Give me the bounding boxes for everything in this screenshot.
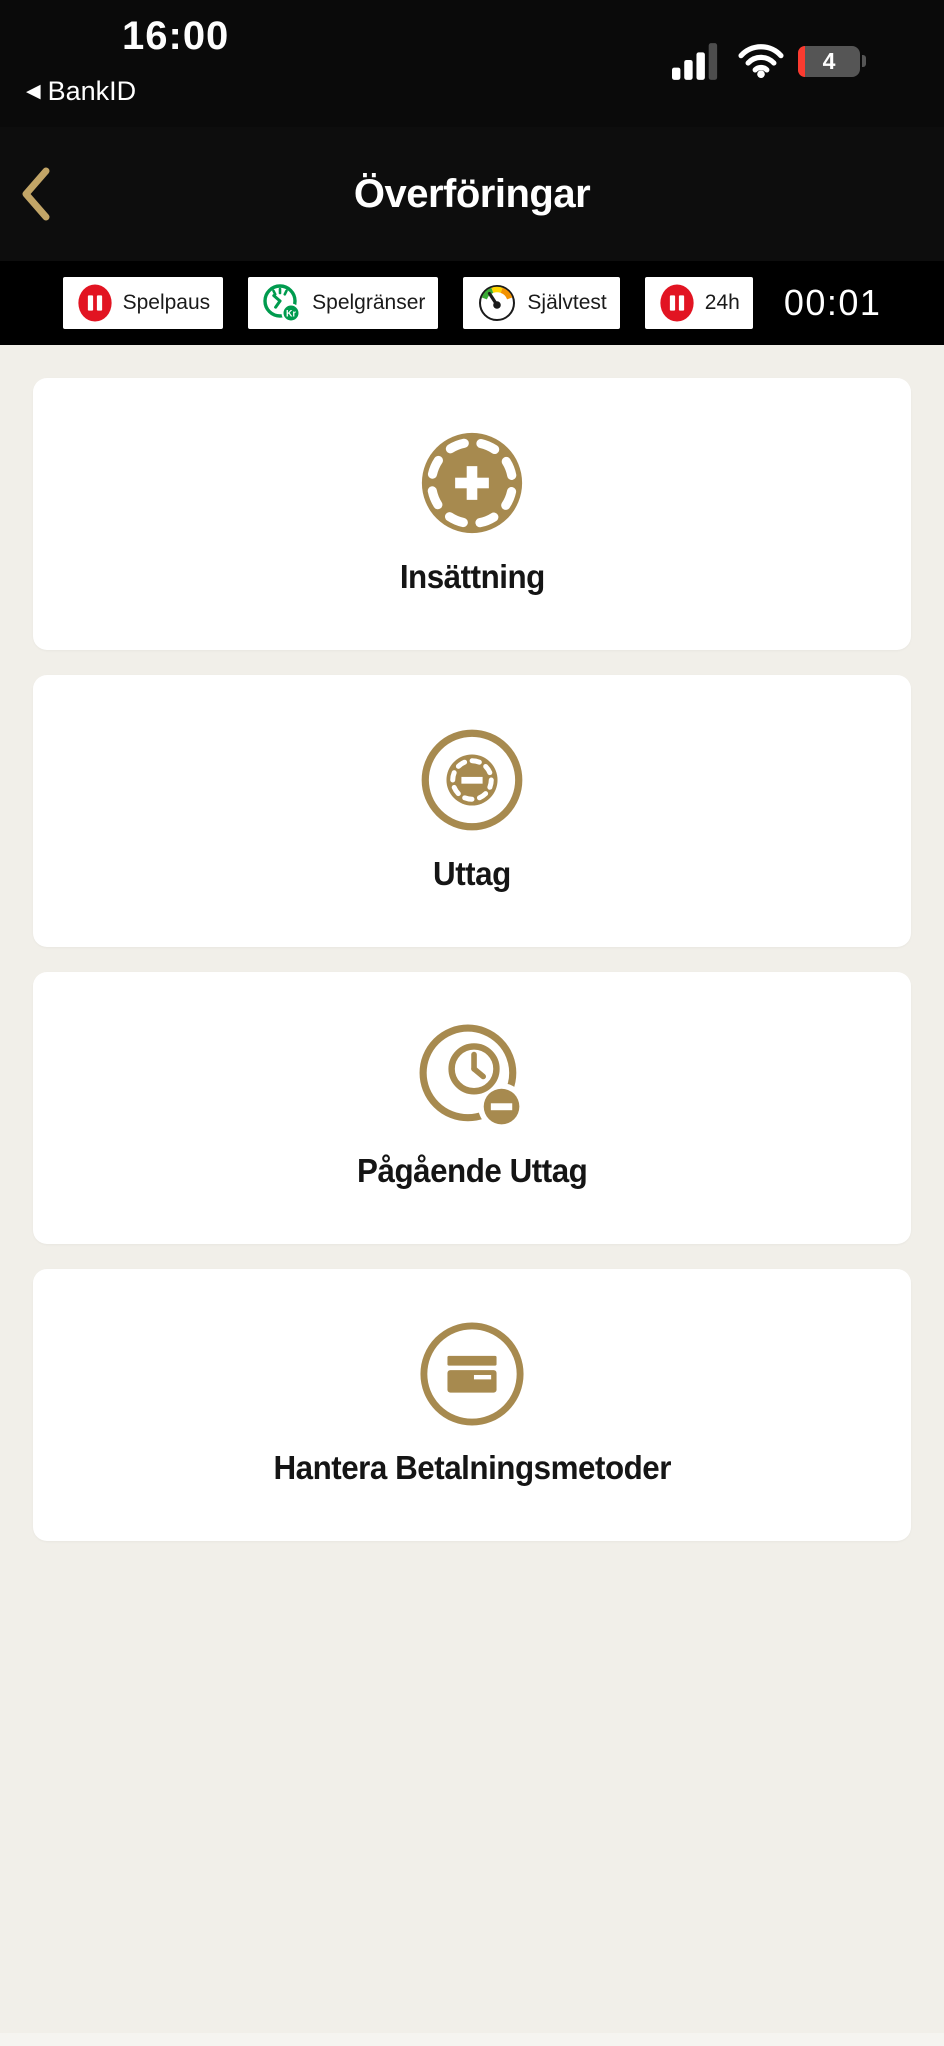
battery-low-fill xyxy=(798,46,805,77)
battery-percent: 4 xyxy=(822,47,836,74)
spelgranser-badge[interactable] xyxy=(248,277,438,329)
responsible-gaming-bar xyxy=(0,261,944,345)
back-to-app-link[interactable] xyxy=(26,76,136,107)
spelpaus-label: Spelpaus xyxy=(122,291,211,314)
pending-withdrawal-card[interactable] xyxy=(33,972,911,1244)
status-icons xyxy=(672,42,860,80)
spelgranser-clock-icon xyxy=(261,282,303,324)
back-app-label: BankID xyxy=(47,76,137,106)
withdrawal-card[interactable] xyxy=(33,675,911,947)
page-header xyxy=(0,127,944,261)
withdrawal-chip-minus-icon xyxy=(419,727,525,833)
pause-24h-badge[interactable] xyxy=(645,277,753,329)
pause-24h-icon xyxy=(658,283,696,323)
pending-withdrawal-icon-wrap xyxy=(417,1022,527,1132)
deposit-icon-wrap xyxy=(419,428,525,538)
withdrawal-label: Uttag xyxy=(433,855,511,892)
deposit-card[interactable] xyxy=(33,378,911,650)
cellular-signal-icon xyxy=(672,43,724,80)
session-timer: 00:01 xyxy=(783,282,882,323)
page-title: Överföringar xyxy=(353,171,591,216)
content-area xyxy=(0,345,944,2046)
spelgranser-label: Spelgränser xyxy=(312,291,426,314)
battery-icon xyxy=(798,46,860,77)
pending-withdrawal-label: Pågående Uttag xyxy=(356,1152,588,1189)
bottom-strip xyxy=(0,2033,944,2046)
withdrawal-icon-wrap xyxy=(419,725,525,835)
kr-badge-text: Kr xyxy=(286,308,297,319)
spelpaus-pause-icon xyxy=(76,283,114,323)
sjalvtest-gauge-icon xyxy=(476,282,518,324)
sjalvtest-badge[interactable] xyxy=(463,277,619,329)
pause-24h-label: 24h xyxy=(704,291,740,314)
payment-methods-icon-wrap xyxy=(418,1319,526,1429)
deposit-chip-plus-icon xyxy=(419,430,525,536)
spelpaus-badge[interactable] xyxy=(63,277,224,329)
payment-methods-label: Hantera Betalningsmetoder xyxy=(273,1449,671,1486)
status-bar xyxy=(0,0,944,127)
deposit-label: Insättning xyxy=(399,558,545,595)
payment-card-icon xyxy=(418,1320,526,1428)
sjalvtest-label: Självtest xyxy=(527,291,607,314)
pending-withdrawal-clock-minus-icon xyxy=(417,1024,527,1130)
battery-nub xyxy=(862,55,866,67)
clock-time: 16:00 xyxy=(122,14,230,58)
wifi-icon xyxy=(738,44,784,78)
back-triangle-icon: ◀ xyxy=(26,81,41,102)
payment-methods-card[interactable] xyxy=(33,1269,911,1541)
